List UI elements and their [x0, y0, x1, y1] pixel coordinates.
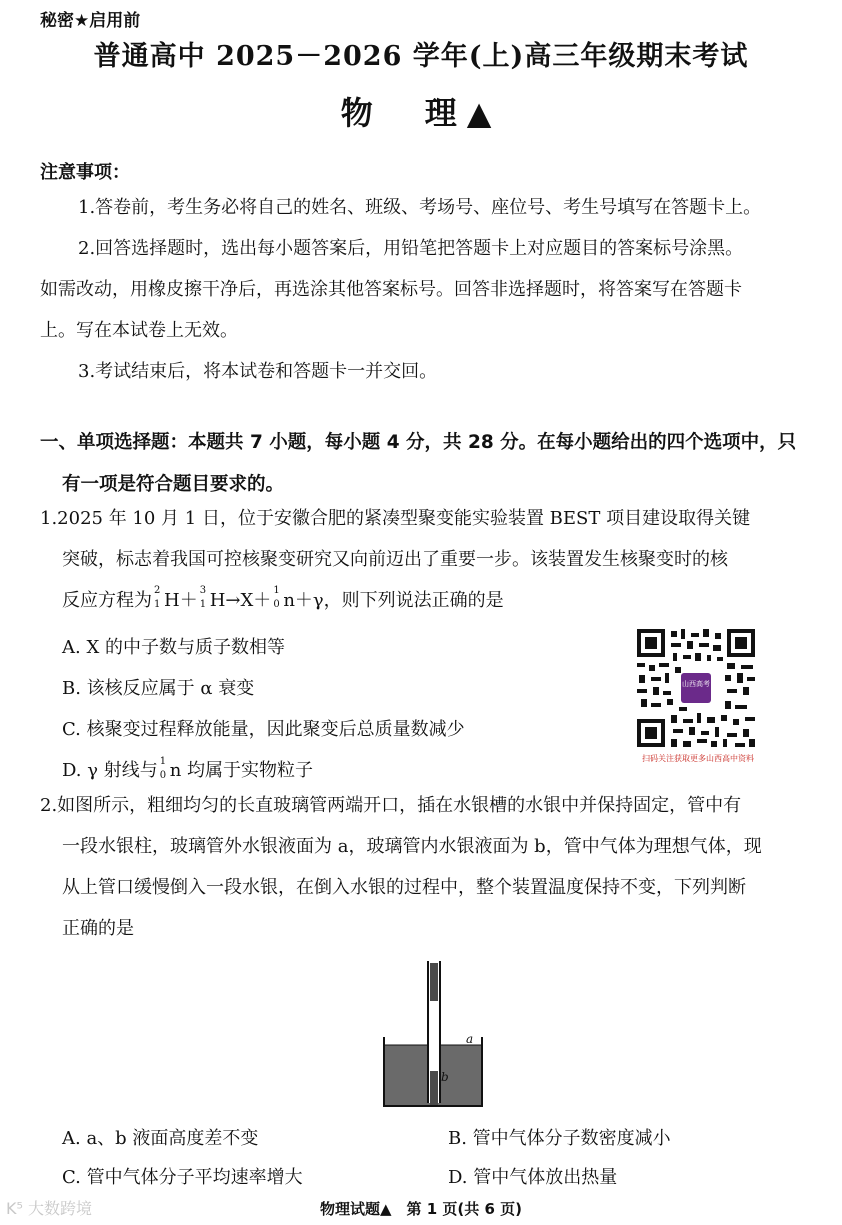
- qr-code: [635, 627, 757, 749]
- q2-stem-line-4: 正确的是: [62, 918, 134, 939]
- q1-stem-line-1: 1.2025 年 10 月 1 日，位于安徽合肥的紧凑型聚变能实验装置 BEST 项目建设取得关键: [40, 508, 751, 529]
- confidential-label: 秘密★启用前: [40, 11, 141, 31]
- q2-stem-line-3: 从上管口缓慢倒入一段水银，在倒入水银的过程中，整个装置温度保持不变，下列判断: [62, 877, 746, 898]
- q2-option-c: C. 管中气体分子平均速率增大: [62, 1167, 303, 1188]
- watermark: K⁵ 大数跨境: [6, 1199, 92, 1218]
- q2-stem-line-1: 2.如图所示，粗细均匀的长直玻璃管两端开口，插在水银槽的水银中并保持固定，管中有: [40, 795, 742, 816]
- liquid-level-b-label: b: [441, 1070, 449, 1084]
- mercury-tube-figure: [378, 955, 488, 1110]
- notice-item-2-cont: 如需改动，用橡皮擦干净后，再选涂其他答案标号。回答非选择题时，将答案写在答题卡: [40, 279, 742, 300]
- notice-item-2-end: 上。写在本试卷上无效。: [40, 320, 238, 341]
- exam-title: 普通高中 2025－2026 学年(上)高三年级期末考试: [93, 41, 749, 72]
- q1-option-a: A. X 的中子数与质子数相等: [62, 637, 285, 658]
- q1-equation-line: 反应方程为 2 1 H＋ 3 1 H→X＋ 1 0 n＋γ，则下列说法正确的是: [62, 585, 504, 611]
- q2-option-b: B. 管中气体分子数密度减小: [448, 1128, 671, 1149]
- section-1-heading-cont: 有一项是符合题目要求的。: [62, 474, 285, 495]
- q1-option-c: C. 核聚变过程释放能量，因此聚变后总质量数减少: [62, 719, 465, 740]
- notice-heading: 注意事项：: [40, 162, 130, 183]
- notice-item-1: 1.答卷前，考生务必将自己的姓名、班级、考场号、座位号、考生号填写在答题卡上。: [78, 197, 762, 218]
- section-1-heading: 一、单项选择题：本题共 7 小题，每小题 4 分，共 28 分。在每小题给出的四个选项中，只: [40, 432, 797, 453]
- subject-title: 物 理▲: [340, 94, 502, 132]
- q2-stem-line-2: 一段水银柱，玻璃管外水银液面为 a，玻璃管内水银液面为 b，管中气体为理想气体，现: [62, 836, 762, 857]
- q2-option-d: D. 管中气体放出热量: [448, 1167, 618, 1188]
- q1-stem-line-2: 突破，标志着我国可控核聚变研究又向前迈出了重要一步。该装置发生核聚变时的核: [62, 549, 728, 570]
- qr-caption: 扫码关注获取更多山西高中资料: [642, 754, 754, 763]
- q1-option-d: D. γ 射线与 1 0 n 均属于实物粒子: [62, 756, 314, 781]
- notice-item-3: 3.考试结束后，将本试卷和答题卡一并交回。: [78, 361, 438, 382]
- qr-center-label: 山西高考: [682, 680, 710, 688]
- page-footer: 物理试题▲ 第 1 页(共 6 页): [319, 1200, 522, 1218]
- q2-option-a: A. a、b 液面高度差不变: [62, 1128, 259, 1149]
- notice-item-2: 2.回答选择题时，选出每小题答案后，用铅笔把答题卡上对应题目的答案标号涂黑。: [78, 238, 744, 259]
- q1-option-b: B. 该核反应属于 α 衰变: [62, 678, 255, 699]
- liquid-level-a-label: a: [466, 1032, 474, 1046]
